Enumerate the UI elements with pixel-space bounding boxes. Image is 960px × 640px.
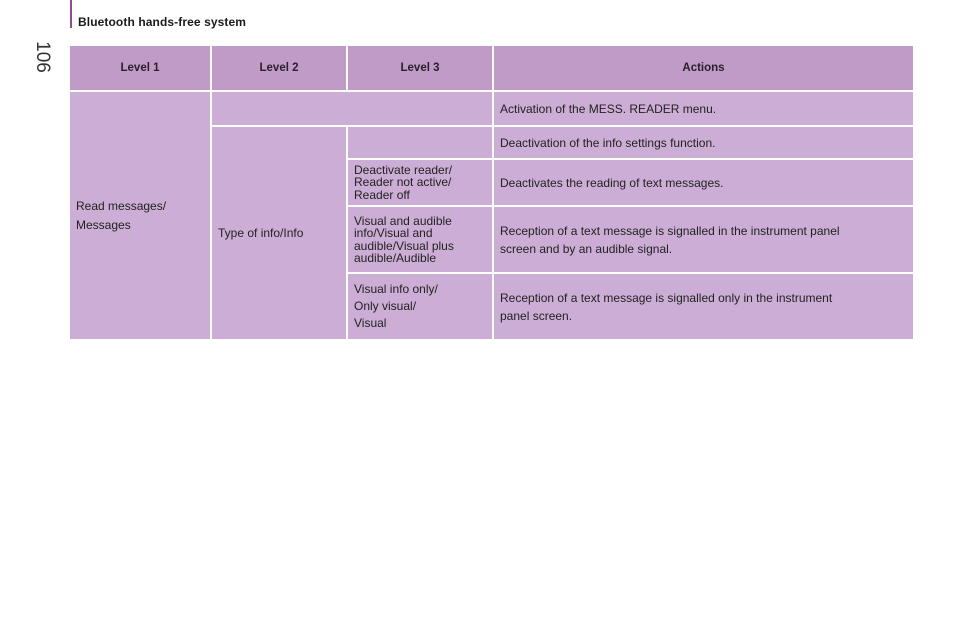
- level-1-line: Read messages/: [76, 198, 167, 213]
- action-cell: Activation of the MESS. READER menu.: [493, 91, 914, 126]
- level-3-line: Visual info only/: [354, 282, 438, 296]
- level-1-cell: [69, 91, 211, 340]
- action-line: screen and by an audible signal.: [500, 241, 673, 256]
- page-number: 106: [32, 41, 53, 73]
- level-3-line: Visual: [354, 316, 387, 330]
- action-cell: Deactivates the reading of text messages.: [493, 159, 914, 206]
- empty-cell: [211, 91, 493, 126]
- table-header-row: [69, 45, 914, 91]
- empty-cell: [347, 126, 493, 159]
- level-3-line: Reader off: [354, 187, 410, 202]
- level-3-line: audible/Visual plus: [354, 238, 454, 253]
- level-3-line: Only visual/: [354, 299, 417, 313]
- level-3-cell: [347, 159, 493, 206]
- level-3-cell: [347, 206, 493, 273]
- action-cell: Deactivation of the info settings function.: [493, 126, 914, 159]
- column-header-level-2: Level 2: [211, 45, 347, 91]
- column-header-level-1: Level 1: [69, 45, 211, 91]
- column-header-actions: Actions: [493, 45, 914, 91]
- level-3-line: Reader not active/: [354, 175, 452, 190]
- level-3-line: info/Visual and: [354, 226, 433, 240]
- action-line: Reception of a text message is signalled in the instrument panel: [500, 223, 840, 238]
- level-3-line: audible/Audible: [354, 251, 437, 265]
- action-cell: [493, 273, 914, 340]
- action-line: panel screen.: [500, 308, 573, 323]
- section-accent-bar: [70, 0, 72, 28]
- action-line: Reception of a text message is signalled only in the instrument: [500, 290, 833, 305]
- level-3-line: Deactivate reader/: [354, 162, 453, 177]
- level-3-cell: [347, 273, 493, 340]
- table-row: [69, 91, 914, 126]
- level-2-cell: Type of info/Info: [211, 126, 347, 340]
- action-cell: [493, 206, 914, 273]
- level-3-line: Visual and audible: [354, 213, 452, 228]
- level-1-line: Messages: [76, 217, 131, 232]
- column-header-level-3: Level 3: [347, 45, 493, 91]
- section-title: Bluetooth hands-free system: [78, 15, 247, 29]
- menu-table: [68, 44, 915, 341]
